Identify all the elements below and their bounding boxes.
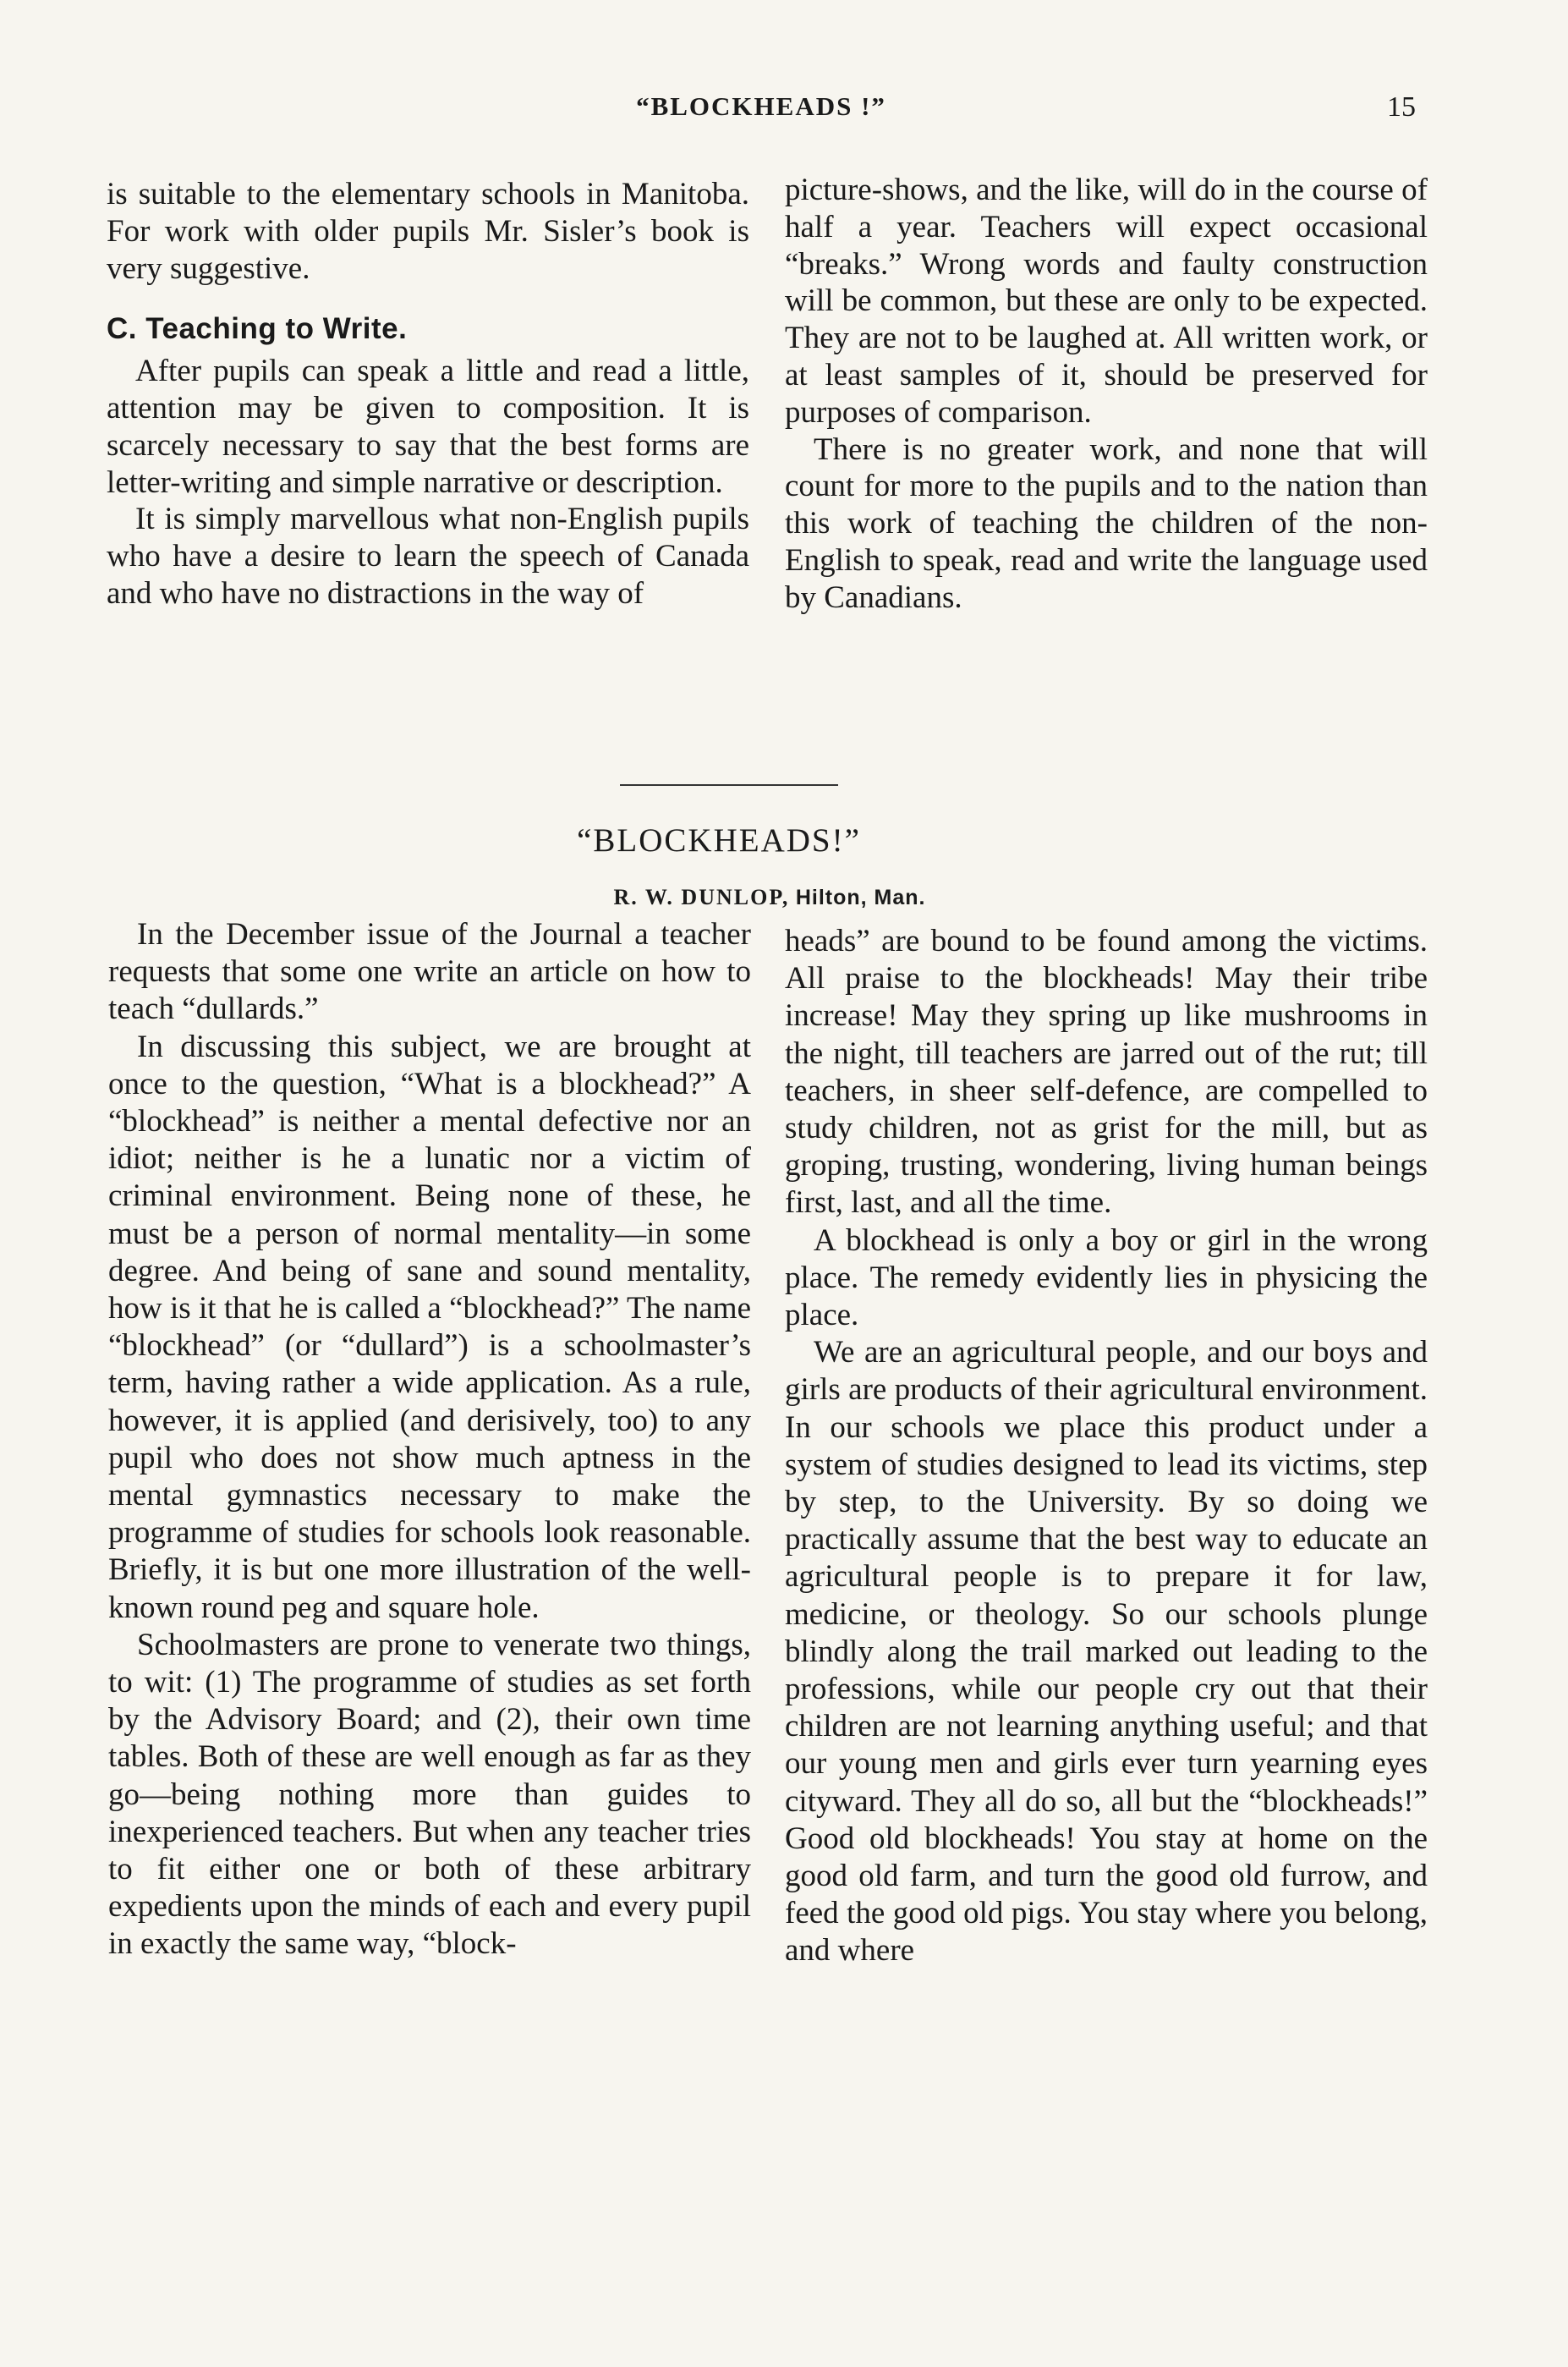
previous-article-column-right [785,172,1428,617]
running-head [0,91,1568,125]
article-title: “BLOCKHEADS!” [577,822,861,859]
section-heading: C. Teaching to Write. [107,312,408,346]
author-location: Hilton, Man. [795,886,926,909]
paragraph: Schoolmasters are prone to venerate two things, to wit: (1) The programme of studies as set forth by the Advisory Board; and (2), their own time tables. Both of these are well enough as far as they go—being nothing more than guides to inexperienced teachers. But when any teacher tries to fit either one or both of these arbitrary expedients upon the minds of each and every pupil in exactly the same way, “block- [108,1627,751,1962]
section-divider [620,784,838,786]
paragraph: It is simply marvellous what non-English pupils who have a desire to learn the speech of Canada and who have no distractions in the way of [107,502,749,611]
article-column-right [785,923,1428,1970]
paragraph: In the December issue of the Journal a teacher requests that some one write an article on how to teach “dullards.” [108,917,751,1027]
author-name: R. W. DUNLOP, [613,885,790,909]
paragraph: heads” are bound to be found among the victims. All praise to the blockheads! May their tribe increase! May they spring up like mushrooms in the night, till teachers are jarred out of the rut; till teachers, in sheer self-defence, are compelled to study children, not as grist for the mill, but as groping, trusting, wondering, living human beings first, last, and all the time. [785,924,1428,1221]
paragraph: is suitable to the elementary schools in Manitoba. For work with older pupils Mr. Sisler’s book is very suggestive. [107,177,749,286]
paragraph: After pupils can speak a little and read a little, attention may be given to composition. It is scarcely necessary to say that the best forms are letter-writing and simple narrative or description. [107,354,749,500]
paragraph: We are an agricultural people, and our boys and girls are products of their agricultural environment. In our schools we place this product under a system of studies designed to lead its victims, step by step, to the University. By so doing we practically assume that the best way to educate an agricultural people is to prepare it for law, medicine, or theology. So our schools plunge blindly along the trail marked out leading to the professions, while our people cry out that their children are not learning anything useful; and that our young men and girls ever turn yearning eyes cityward. They all do so, all but the “blockheads!” Good old blockheads! You stay at home on the good old farm, and turn the good old furrow, and feed the good old pigs. You stay where you belong, and where [785,1335,1428,1969]
byline [474,885,1066,910]
running-title: “BLOCKHEADS !” [636,91,886,121]
page-number: 15 [1387,91,1416,123]
paragraph: There is no greater work, and none that will count for more to the pupils and to the nation than this work of teaching the children of the non-English to speak, read and write the language used by Canadians. [785,431,1428,615]
paragraph: In discussing this subject, we are brought at once to the question, “What is a blockhead?” A “blockhead” is neither a mental defective nor an idiot; neither is he a lunatic nor a victim of criminal environment. Being none of these, he must be a person of normal mentality—in some degree. And being of sane and sound mentality, how is it that he is called a “blockhead?” The name “blockhead” (or “dullard”) is a schoolmaster’s term, having rather a wide application. As a rule, however, it is applied (and derisively, too) to any pupil who does not show much aptness in the mental gymnastics necessary to make the programme of studies for schools look reasonable. Briefly, it is but one more illustration of the well-known round peg and square hole. [108,1029,751,1625]
paragraph: picture-shows, and the like, will do in the course of half a year. Teachers will expect occasional “breaks.” Wrong words and faulty construction will be common, but these are only to be expected. They are not to be laughed at. All written work, or at least samples of it, should be preserved for purposes of comparison. [785,173,1428,430]
previous-article-column-left [107,176,749,612]
paragraph: A blockhead is only a boy or girl in the wrong place. The remedy evidently lies in physicing the place. [785,1222,1428,1333]
article-column-left [108,916,751,1963]
